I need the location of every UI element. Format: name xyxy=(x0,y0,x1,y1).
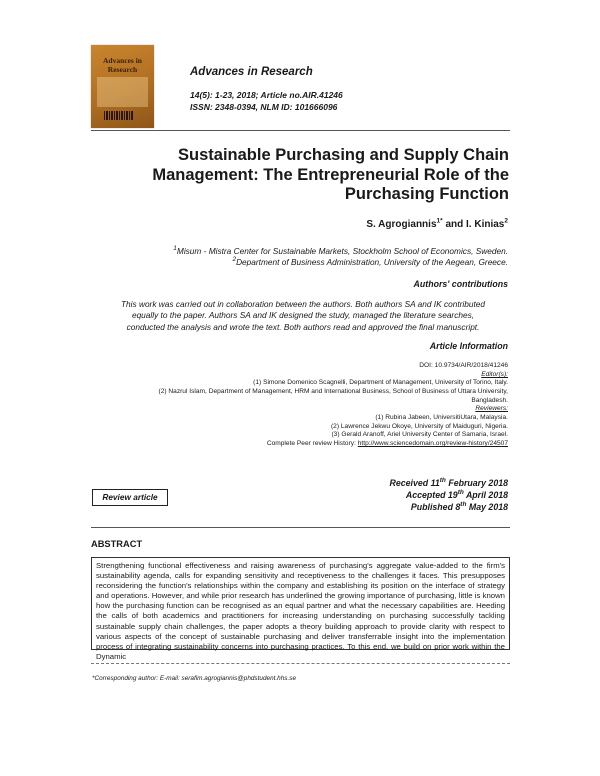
reviewer-entry: (1) Rubina Jabeen, UniversitiUtara, Malaysia. xyxy=(375,414,508,421)
corresponding-author-footnote: *Corresponding author: E-mail: serafim.agrogiannis@phdstudent.hhs.se xyxy=(92,675,296,682)
doi: DOI: 10.9734/AIR/2018/41246 xyxy=(419,362,508,369)
section-divider xyxy=(91,527,510,528)
review-history-link[interactable]: http://www.sciencedomain.org/review-history/24507 xyxy=(357,440,508,447)
journal-cover-image xyxy=(91,45,154,128)
contributions-heading: Authors' contributions xyxy=(413,279,508,289)
editors-label: Editor(s): xyxy=(481,371,508,378)
footnote-divider xyxy=(91,663,510,664)
contributions-text: This work was carried out in collaboration between the authors. Both authors SA and IK contributed equally to the paper. Authors SA and IK designed the study, managed the literature searches, conducted the analysis and wrote the text. Both authors read and approved the final manuscript. xyxy=(120,299,486,332)
barcode-icon xyxy=(104,111,134,120)
abstract-heading: ABSTRACT xyxy=(91,539,143,549)
author-list: S. Agrogiannis$^{1*}$ and I. Kinias$^2$ xyxy=(366,217,508,230)
article-info-heading: Article Information xyxy=(429,341,508,351)
abstract-text: Strengthening functional effectiveness and raising awareness of purchasing's aggregate value-added to the firm's sustainability agenda, calls for expanding sensitivity and receptiveness to the challenges it faces. This presupposes reconsidering the function's relationships within the company and establishing its position on the interface of strategy and operations. However, and while prior research has underlined the growing importance of purchasing, little is known how the purchasing function can be recognised as an equal partner and what the necessary capabilities are. Heeding the calls of both academics and practitioners for increasing understanding on purchasing successfully tackling sustainable supply chain challenges, the paper adopts a theory building approach to provide clarity with respect to various aspects of the concept of sustainable purchasing and deliver transferrable insight into the implementation process of integrating sustainability concerns into purchasing practices. To this end, we build on prior work within the Dynamic xyxy=(96,561,505,661)
header-divider xyxy=(91,130,510,131)
received-date: Received 11th February 2018 xyxy=(389,477,508,488)
journal-name: Advances in Research xyxy=(190,66,313,78)
article-type-badge: Review article xyxy=(92,489,168,506)
author-name: S. Agrogiannis xyxy=(366,219,437,230)
affiliation: $^1$Misum - Mistra Center for Sustainable Markets, Stockholm School of Economics, Sweden. xyxy=(173,245,508,256)
abstract-box xyxy=(91,557,510,661)
reviewer-entry: (2) Lawrence Jekwu Okoye, University of Maiduguri, Nigeria. xyxy=(330,423,508,430)
accepted-date: Accepted 19th April 2018 xyxy=(405,489,508,500)
editor-entry-cont: Bangladesh. xyxy=(471,397,508,404)
editor-entry: (2) Nazrul Islam, Department of Management, HRM and International Business, School of Business of Uttara University, xyxy=(158,388,508,395)
paper-title: Sustainable Purchasing and Supply Chain Management: The Entrepreneurial Role of the Purchasing Function xyxy=(152,146,509,203)
author-name: I. Kinias xyxy=(466,219,505,230)
editor-entry: (1) Simone Domenico Scagnelli, Department of Management, University of Torino, Italy. xyxy=(253,379,508,386)
reviewer-entry: (3) Gerald Aranoff, Ariel University Center of Samaria, Israel. xyxy=(331,431,508,438)
journal-issn: ISSN: 2348-0394, NLM ID: 101666096 xyxy=(190,102,338,112)
review-history: Complete Peer review History: http://www.sciencedomain.org/review-history/24507 xyxy=(266,440,508,447)
reviewers-label: Reviewers: xyxy=(475,405,508,412)
affiliation: $^2$Department of Business Administration, University of the Aegean, Greece. xyxy=(232,256,508,267)
cover-band xyxy=(97,77,148,107)
cover-title: Advances in Research xyxy=(103,56,142,74)
published-date: Published 8th May 2018 xyxy=(410,501,508,512)
journal-citation: 14(5): 1-23, 2018; Article no.AIR.41246 xyxy=(190,90,343,100)
